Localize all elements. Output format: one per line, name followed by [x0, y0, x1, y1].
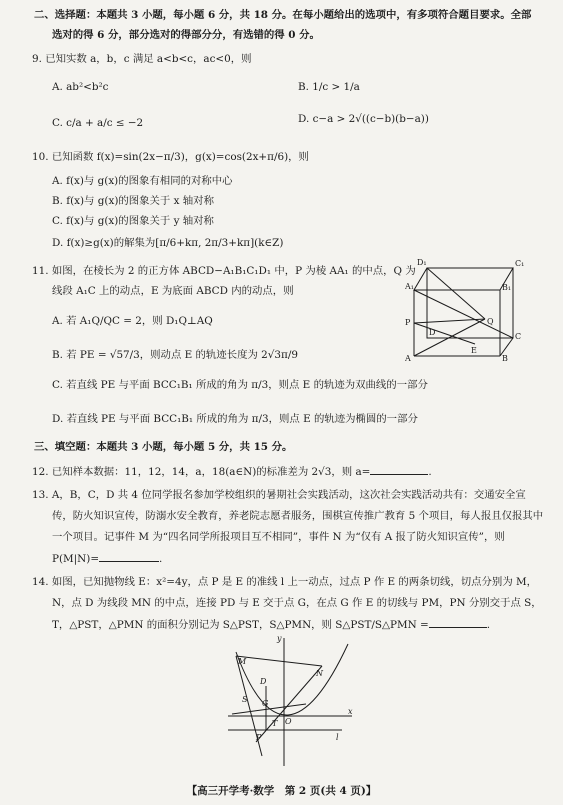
page-footer: 【高三开学考·数学 第 2 页(共 4 页)】 — [186, 785, 377, 797]
label-c: C — [515, 332, 522, 341]
q13-line3: 一个项目。记事件 M 为“四名同学所报项目互不相同”，事件 N 为“仅有 A 报了防火知识宣传”，则 — [52, 531, 505, 543]
label-b1: B₁ — [502, 283, 512, 292]
label-a: A — [405, 354, 411, 362]
q10-option-b: B. f(x)与 g(x)的图象关于 x 轴对称 — [52, 195, 214, 207]
label-y: y — [277, 634, 282, 643]
label-x: x — [348, 707, 353, 716]
q12-text — [32, 464, 432, 479]
q14-line1: 14. 如图，已知抛物线 E：x²=4y，点 P 是 E 的准线 l 上一动点，过点 P 作 E 的两条切线，切点分别为 M， — [32, 576, 538, 588]
label-n: N — [316, 669, 323, 678]
q9-option-b: B. 1/c > 1/a — [298, 81, 360, 93]
q14-answer-blank[interactable] — [429, 617, 487, 628]
tangent-at-g — [232, 704, 306, 714]
q14-end: . — [486, 619, 491, 631]
q13-answer-blank[interactable] — [99, 551, 159, 562]
section2-header-line2: 选对的得 6 分，部分选对的得部分分，有选错的得 0 分。 — [52, 29, 320, 41]
q13-line4 — [52, 551, 162, 566]
q12-stem: 12. 已知样本数据：11，12，14，a，18(a∈N)的标准差为 2√3，则 a= — [32, 466, 371, 478]
cube-top-face — [414, 268, 513, 290]
label-d1: D₁ — [417, 258, 427, 267]
parabola-e — [236, 644, 348, 715]
q11-option-b: B. 若 PE = √57/3，则动点 E 的轨迹长度为 2√3π/9 — [52, 349, 298, 361]
chord-mn — [236, 656, 322, 666]
label-e: E — [471, 346, 477, 355]
segment-d1q — [427, 268, 485, 319]
q9-option-d: D. c−a > 2√((c−b)(b−a)) — [298, 113, 429, 125]
label-l: l — [336, 733, 339, 742]
label-d: D — [429, 328, 436, 337]
label-m: M — [238, 657, 247, 666]
section2-header-line1: 二、选择题：本题共 3 小题，每小题 6 分，共 18 分。在每小题给出的选项中，有多项符合题目要求。全部 — [34, 9, 532, 21]
label-p: P — [405, 318, 411, 327]
q10-option-d: D. f(x)≥g(x)的解集为[π/6+kπ, 2π/3+kπ](k∈Z) — [52, 237, 284, 249]
q12-answer-blank[interactable] — [370, 464, 428, 475]
q11-stem-line2: 线段 A₁C 上的动点，E 为底面 ABCD 内的动点，则 — [52, 285, 294, 297]
q13-line2: 传，防火知识宣传，防溺水安全教育，养老院志愿者服务，围棋宣传推广教育 5 个项目，每人报且仅报其中 — [52, 510, 544, 522]
q11-stem-line1: 11. 如图，在棱长为 2 的正方体 ABCD−A₁B₁C₁D₁ 中，P 为棱 AA₁ 的中点，Q 为 — [32, 265, 416, 277]
q9-option-c: C. c/a + a/c ≤ −2 — [52, 117, 144, 129]
q9-stem: 9. 已知实数 a，b，c 满足 a<b<c，ac<0，则 — [32, 53, 252, 65]
q14-line3 — [52, 617, 490, 632]
segment-pq — [414, 319, 485, 323]
label-p: P — [256, 733, 262, 742]
q13-answer-prefix: P(M|N)= — [52, 553, 100, 565]
parabola-figure — [222, 632, 356, 770]
q10-option-a: A. f(x)与 g(x)的图象有相同的对称中心 — [52, 175, 233, 187]
label-d: D — [260, 677, 267, 686]
label-a1: A₁ — [405, 282, 414, 291]
q13-line1: 13. A，B，C，D 共 4 位同学报名参加学校组织的暑期社会实践活动，这次社会实践活动共有：交通安全宣 — [32, 489, 526, 501]
q14-line2: N，点 D 为线段 MN 的中点，连接 PD 与 E 交于点 G，在点 G 作 E 的切线与 PM，PN 分别交于点 S， — [52, 597, 542, 609]
section3-header: 三、填空题：本题共 3 小题，每小题 5 分，共 15 分。 — [34, 441, 293, 453]
label-o: O — [285, 717, 292, 726]
q9-option-a: A. ab²<b²c — [52, 81, 109, 93]
label-c1: C₁ — [515, 259, 525, 268]
q13-end: . — [159, 553, 163, 565]
q11-option-d: D. 若直线 PE 与平面 BCC₁B₁ 所成的角为 π/3，则点 E 的轨迹为椭圆的一部分 — [52, 413, 418, 425]
cube-figure — [405, 256, 527, 362]
label-s: S — [242, 695, 248, 704]
label-t: T — [272, 719, 278, 728]
q14-answer-prefix: T，△PST，△PMN 的面积分别记为 S△PST，S△PMN，则 S△PST/S△PMN = — [52, 619, 429, 631]
q10-stem: 10. 已知函数 f(x)=sin(2x−π/3)，g(x)=cos(2x+π/6)，则 — [32, 151, 309, 163]
segment-pe — [414, 323, 475, 344]
q11-option-c: C. 若直线 PE 与平面 BCC₁B₁ 所成的角为 π/3，则点 E 的轨迹为双曲线的一部分 — [52, 379, 428, 391]
label-b: B — [502, 354, 508, 362]
q11-option-a: A. 若 A₁Q/QC = 2，则 D₁Q⊥AQ — [52, 315, 213, 327]
q10-option-c: C. f(x)与 g(x)的图象关于 y 轴对称 — [52, 215, 214, 227]
label-q: Q — [487, 317, 494, 326]
q12-end: . — [428, 466, 432, 478]
label-g: G — [262, 699, 269, 708]
